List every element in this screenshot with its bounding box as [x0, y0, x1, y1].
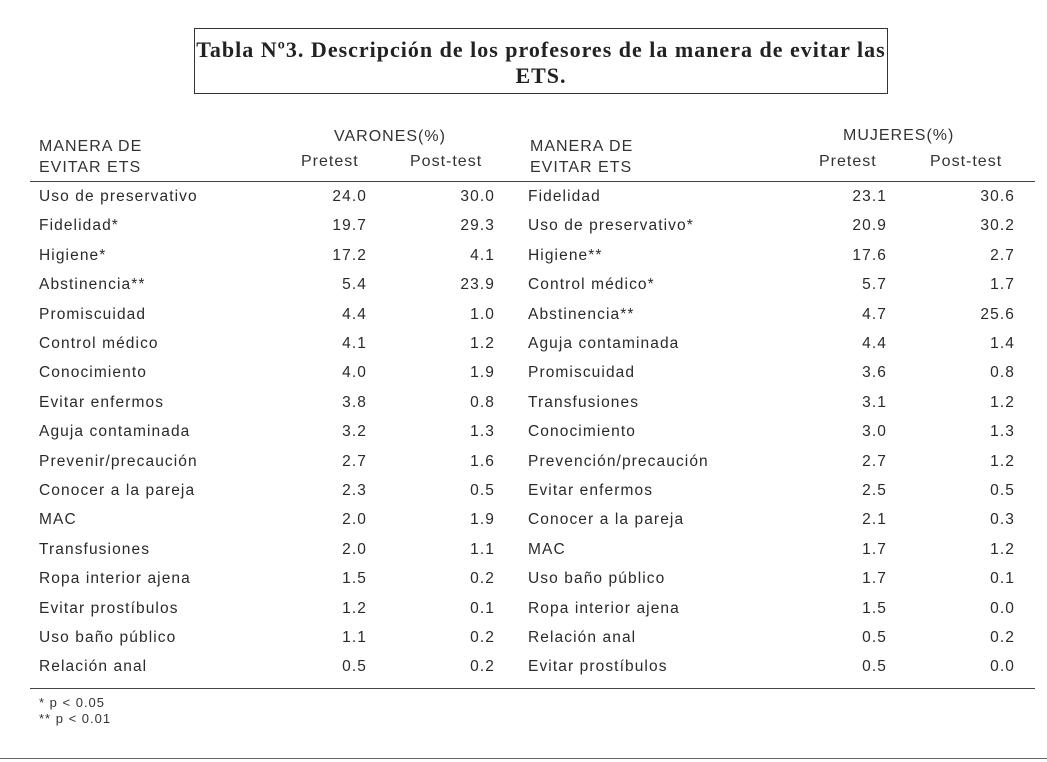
varones-row-posttest: 4.1 [470, 246, 495, 264]
mujeres-row-pretest: 4.4 [862, 335, 887, 352]
table-title: Tabla Nº3. Descripción de los profesores de la manera de evitar las ETS. [194, 28, 888, 94]
mujeres-row-pretest: 5.7 [862, 276, 887, 294]
mujeres-row-posttest: 0.0 [990, 658, 1015, 676]
mujeres-row-posttest: 0.1 [990, 570, 1015, 588]
varones-row-pretest: 5.4 [342, 276, 367, 294]
mujeres-row-posttest: 2.7 [990, 246, 1015, 264]
mujeres-row-posttest: 30.2 [980, 217, 1015, 235]
varones-row-label: Uso de preservativo [39, 188, 198, 205]
varones-row-label: Abstinencia** [39, 276, 146, 294]
varones-row-posttest: 1.1 [470, 540, 495, 558]
varones-row-label: Conocer a la pareja [39, 482, 196, 499]
mujeres-row-pretest: 2.7 [862, 452, 887, 470]
varones-row-pretest: 4.1 [342, 335, 367, 352]
varones-row-label: Control médico [39, 335, 159, 352]
mujeres-row-posttest: 1.7 [990, 276, 1015, 294]
varones-row-pretest: 0.5 [342, 658, 367, 676]
right-col-label-line2: EVITAR ETS [530, 159, 633, 176]
bottom-rule [30, 688, 1035, 689]
mujeres-row-pretest: 20.9 [852, 217, 887, 235]
mujeres-row-label: Promiscuidad [528, 364, 636, 382]
mujeres-row-pretest: 1.7 [862, 570, 887, 588]
varones-row-label: Conocimiento [39, 364, 147, 382]
mujeres-row-posttest: 0.0 [990, 599, 1015, 617]
mujeres-row-label: Fidelidad [528, 188, 601, 205]
mujeres-row-pretest: 0.5 [862, 658, 887, 676]
varones-row-label: Uso baño público [39, 629, 177, 646]
varones-row-posttest: 0.2 [470, 629, 495, 646]
varones-row-posttest: 30.0 [460, 188, 495, 205]
mujeres-row-pretest: 23.1 [852, 188, 887, 205]
varones-row-posttest: 0.5 [470, 482, 495, 499]
mujeres-row-label: Ropa interior ajena [528, 599, 680, 617]
mujeres-row-pretest: 2.5 [862, 482, 887, 499]
varones-row-pretest: 3.8 [342, 393, 367, 411]
mujeres-row-label: Evitar prostíbulos [528, 658, 668, 676]
varones-row-pretest: 3.2 [342, 423, 367, 441]
mujeres-row-pretest: 17.6 [852, 246, 887, 264]
varones-row-label: Aguja contaminada [39, 423, 191, 441]
mujeres-group-label: MUJERES(%) [843, 127, 955, 144]
varones-row-pretest: 19.7 [332, 217, 367, 235]
varones-row-label: Promiscuidad [39, 305, 147, 323]
varones-row-posttest: 23.9 [460, 276, 495, 294]
mujeres-row-label: Conocimiento [528, 423, 636, 441]
varones-row-pretest: 1.1 [342, 629, 367, 646]
varones-row-label: Evitar prostíbulos [39, 599, 179, 617]
mujeres-row-posttest: 0.8 [990, 364, 1015, 382]
mujeres-row-pretest: 1.7 [862, 540, 887, 558]
varones-row-pretest: 2.3 [342, 482, 367, 499]
varones-row-pretest: 2.7 [342, 452, 367, 470]
mujeres-row-label: Uso de preservativo* [528, 217, 694, 235]
right-col-label-line1: MANERA DE [530, 138, 634, 155]
mujeres-row-pretest: 3.1 [862, 393, 887, 411]
left-col-label-line2: EVITAR ETS [39, 159, 142, 176]
mujeres-row-label: Higiene** [528, 246, 603, 264]
mujeres-row-posttest: 0.5 [990, 482, 1015, 499]
mujeres-row-posttest: 0.2 [990, 629, 1015, 646]
varones-row-pretest: 2.0 [342, 540, 367, 558]
varones-row-posttest: 0.1 [470, 599, 495, 617]
mujeres-posttest-label: Post-test [930, 153, 1003, 170]
varones-row-posttest: 1.6 [470, 452, 495, 470]
varones-row-posttest: 0.2 [470, 658, 495, 676]
varones-row-posttest: 1.3 [470, 423, 495, 441]
mujeres-row-posttest: 0.3 [990, 511, 1015, 529]
mujeres-row-label: MAC [528, 540, 566, 558]
varones-row-pretest: 2.0 [342, 511, 367, 529]
mujeres-row-pretest: 2.1 [862, 511, 887, 529]
footnote-2: ** p < 0.01 [39, 711, 112, 726]
varones-row-label: Higiene* [39, 246, 107, 264]
mujeres-row-label: Abstinencia** [528, 305, 635, 323]
mujeres-row-posttest: 1.3 [990, 423, 1015, 441]
mujeres-row-label: Prevención/precaución [528, 452, 709, 470]
mujeres-row-posttest: 1.2 [990, 540, 1015, 558]
mujeres-row-pretest: 3.0 [862, 423, 887, 441]
header-rule [30, 181, 1035, 182]
varones-row-posttest: 29.3 [460, 217, 495, 235]
mujeres-row-label: Control médico* [528, 276, 655, 294]
varones-row-posttest: 0.2 [470, 570, 495, 588]
mujeres-row-posttest: 1.2 [990, 393, 1015, 411]
varones-row-label: Transfusiones [39, 540, 151, 558]
left-col-label-line1: MANERA DE [39, 138, 143, 155]
mujeres-row-posttest: 30.6 [980, 188, 1015, 205]
footnote-1: * p < 0.05 [39, 695, 106, 710]
varones-row-pretest: 1.2 [342, 599, 367, 617]
varones-row-pretest: 1.5 [342, 570, 367, 588]
mujeres-row-label: Transfusiones [528, 393, 640, 411]
varones-row-pretest: 4.4 [342, 305, 367, 323]
varones-pretest-label: Pretest [301, 153, 359, 170]
mujeres-row-pretest: 3.6 [862, 364, 887, 382]
varones-row-posttest: 1.0 [470, 305, 495, 323]
page-bottom-rule [0, 758, 1047, 759]
mujeres-row-pretest: 4.7 [862, 305, 887, 323]
mujeres-pretest-label: Pretest [819, 153, 877, 170]
varones-row-pretest: 17.2 [332, 246, 367, 264]
varones-row-label: Ropa interior ajena [39, 570, 191, 588]
varones-row-label: Evitar enfermos [39, 393, 165, 411]
varones-row-label: MAC [39, 511, 77, 529]
varones-row-posttest: 1.2 [470, 335, 495, 352]
varones-row-posttest: 1.9 [470, 364, 495, 382]
varones-row-label: Fidelidad* [39, 217, 119, 235]
varones-posttest-label: Post-test [410, 153, 483, 170]
mujeres-row-pretest: 1.5 [862, 599, 887, 617]
varones-group-label: VARONES(%) [334, 128, 446, 145]
mujeres-row-label: Relación anal [528, 629, 637, 646]
mujeres-row-label: Uso baño público [528, 570, 666, 588]
mujeres-row-label: Evitar enfermos [528, 482, 654, 499]
varones-row-pretest: 24.0 [332, 188, 367, 205]
mujeres-row-label: Conocer a la pareja [528, 511, 685, 529]
mujeres-row-posttest: 1.2 [990, 452, 1015, 470]
mujeres-row-label: Aguja contaminada [528, 335, 680, 352]
varones-row-pretest: 4.0 [342, 364, 367, 382]
mujeres-row-posttest: 25.6 [980, 305, 1015, 323]
varones-row-posttest: 0.8 [470, 393, 495, 411]
varones-row-label: Relación anal [39, 658, 148, 676]
varones-row-posttest: 1.9 [470, 511, 495, 529]
varones-row-label: Prevenir/precaución [39, 452, 198, 470]
mujeres-row-pretest: 0.5 [862, 629, 887, 646]
mujeres-row-posttest: 1.4 [990, 335, 1015, 352]
